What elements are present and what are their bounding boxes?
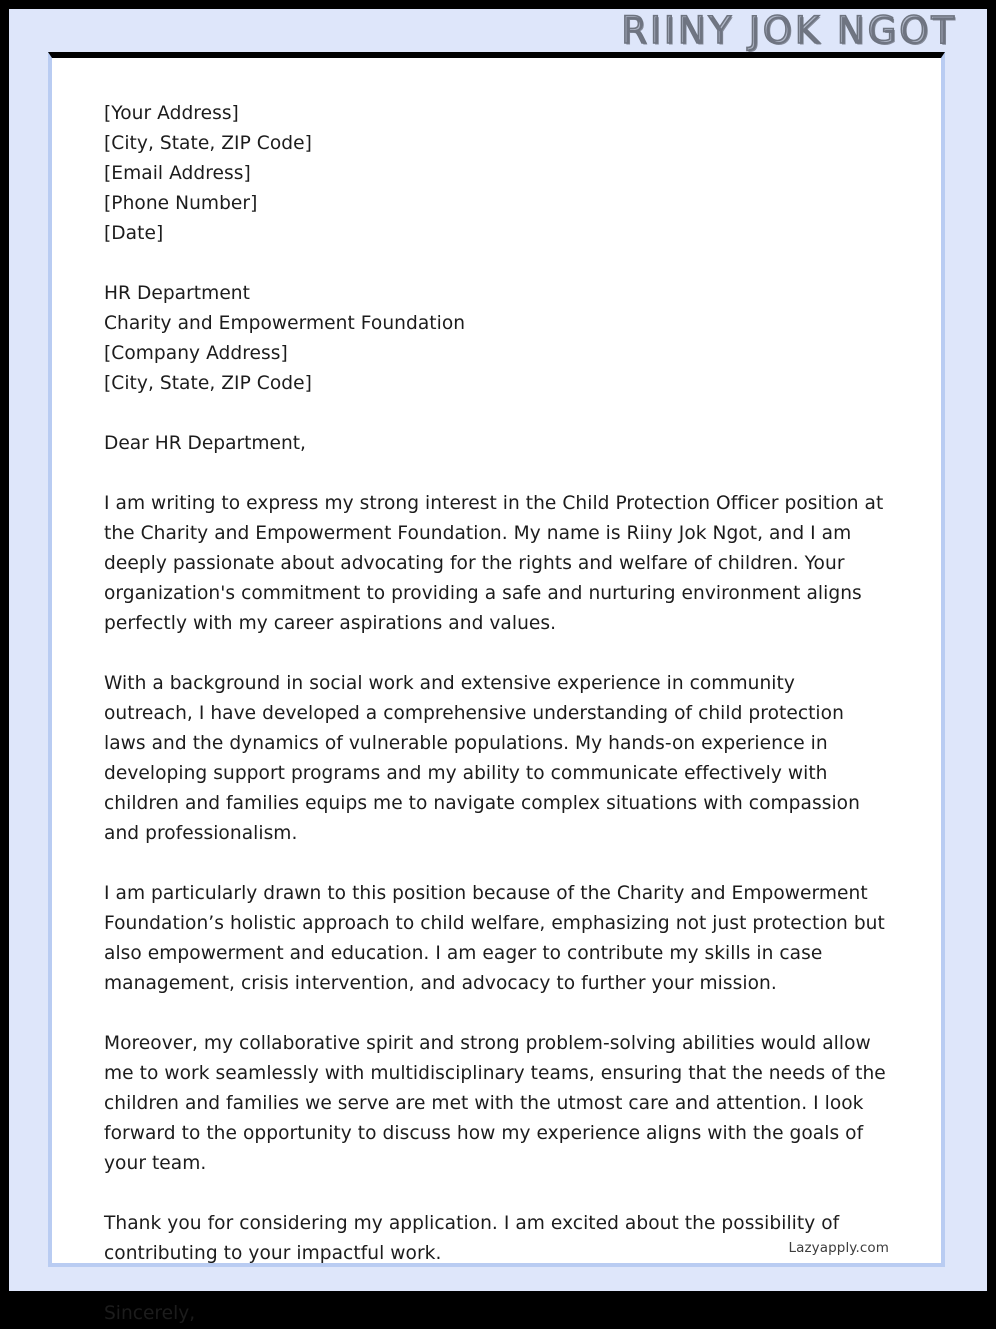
body-paragraph-3: I am particularly drawn to this position because of the Charity and Empowerment Foundation’s holistic approach to child welfare, emphasizing not just protection but also empowerment and education. I am eager to contribute my skills in case management, crisis intervention, and advocacy to further your mission. (104, 883, 885, 994)
signoff: Sincerely, (104, 1303, 196, 1324)
spacer-after-salutation (104, 459, 889, 489)
sender-date-line: [Date] (104, 223, 164, 244)
letter-content (52, 58, 941, 1324)
sender-phone-line: [Phone Number] (104, 193, 258, 214)
document-header (9, 9, 987, 52)
page-title: RIINY JOK NGOT (621, 9, 957, 52)
letter-panel (48, 52, 945, 1324)
salutation: Dear HR Department, (104, 433, 306, 454)
sender-city-line: [City, State, ZIP Code] (104, 133, 312, 154)
recipient-organization-line: Charity and Empowerment Foundation (104, 313, 466, 334)
recipient-department-line: HR Department (104, 283, 250, 304)
sender-address-block (104, 99, 889, 249)
body-paragraph-2: With a background in social work and extensive experience in community outreach, I have developed a comprehensive understanding of child protection laws and the dynamics of vulnerable populations. My hands-on experience in developing support programs and my ability to communicate effectively with children and families equips me to navigate complex situations with compassion and professionalism. (104, 673, 860, 844)
sender-email-line: [Email Address] (104, 163, 251, 184)
body-paragraph-5: Thank you for considering my application. I am excited about the possibility of contributing to your impactful work. (104, 1213, 840, 1264)
page-background-field (9, 9, 987, 1324)
recipient-address-line: [Company Address] (104, 343, 288, 364)
spacer-after-sender (104, 249, 889, 279)
body-paragraph-1: I am writing to express my strong interest in the Child Protection Officer position at the Charity and Empowerment Foundation. My name is Riiny Jok Ngot, and I am deeply passionate about advocating for the rights and welfare of children. Your organization's commitment to providing a safe and nurturing environment aligns perfectly with my career aspirations and values. (104, 493, 884, 634)
sender-address-line: [Your Address] (104, 103, 239, 124)
recipient-address-block (104, 279, 889, 399)
spacer-after-recipient (104, 399, 889, 429)
recipient-city-line: [City, State, ZIP Code] (104, 373, 312, 394)
spacer-before-signoff (104, 1269, 889, 1299)
body-paragraph-4: Moreover, my collaborative spirit and strong problem-solving abilities would allow me to work seamlessly with multidisciplinary teams, ensuring that the needs of the children and families we serve are met with the utmost care and attention. I look forward to the opportunity to discuss how my experience aligns with the goals of your team. (104, 1033, 886, 1174)
watermark-label: Lazyapply.com (788, 1240, 889, 1256)
